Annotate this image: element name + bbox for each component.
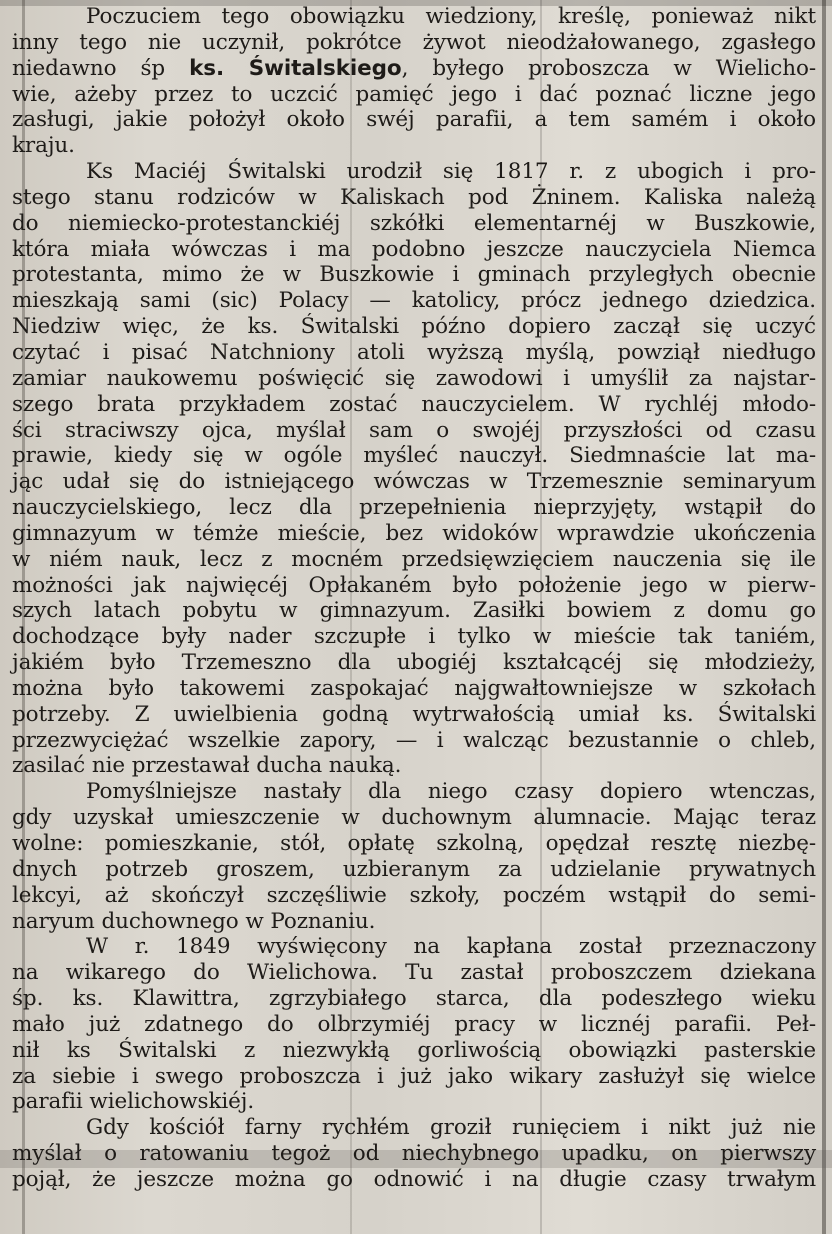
text-line: przezwyciężać wszelkie zapory, — i walcząc bezustannie o chleb,	[12, 727, 816, 753]
text-line: mało już zdatnego do olbrzymiéj pracy w licznéj parafii. Peł-	[12, 1011, 816, 1037]
text-line: pojął, że jeszcze można go odnowić i na długie czasy trwałym	[12, 1166, 816, 1192]
text-line: która miała wówczas i ma podobno jeszcze nauczyciela Niemca	[12, 236, 816, 262]
text-line: do niemiecko-protestanckiéj szkółki elementarnéj w Buszkowie,	[12, 210, 816, 236]
text-line: na wikarego do Wielichowa. Tu zastał proboszczem dziekana	[12, 960, 816, 986]
text-line: Ks Maciéj Świtalski urodził się 1817 r. z ubogich i pro-	[86, 159, 816, 185]
text-line: zamiar naukowemu poświęcić się zawodowi i umyślił za najstar-	[12, 365, 816, 391]
text-line: czytać i pisać Natchniony atoli wyższą myślą, powziął niedługo	[12, 339, 816, 365]
text-line: potrzeby. Z uwielbienia godną wytrwałością umiał ks. Świtalski	[12, 701, 816, 727]
text-line: lekcyi, aż skończył szczęśliwie szkoły, poczém wstąpił do semi-	[12, 882, 816, 908]
text-line: Niedziw więc, że ks. Świtalski późno dopiero zaczął się uczyć	[12, 314, 816, 340]
text-line: parafii wielichowskiéj.	[12, 1089, 255, 1115]
text-line: dnych potrzeb groszem, uzbieranym za udzielanie prywatnych	[12, 856, 816, 882]
text-line: wolne: pomieszkanie, stół, opłatę szkolną, opędzał resztę niezbę-	[12, 831, 816, 856]
text-line: ści straciwszy ojca, myślał sam o swojéj przyszłości od czasu	[12, 417, 816, 443]
text-line: mieszkają sami (sic) Polacy — katolicy, prócz jednego dziedzica.	[12, 288, 816, 314]
text-line: Gdy kościół farny rychłém groził runięciem i nikt już nie	[86, 1115, 816, 1141]
text-line: śp. ks. Klawittra, zgrzybiałego starca, dla podeszłego wieku	[12, 986, 816, 1012]
text-line: gimnazyum w témże mieście, bez widoków wprawdzie ukończenia	[12, 520, 816, 546]
text-line: możności jak najwięcéj Opłakaném było położenie jego w pierw-	[12, 572, 816, 598]
text-line: szego brata przykładem zostać nauczycielem. W rychléj młodo-	[12, 391, 816, 417]
text-line: w niém nauk, lecz z mocném przedsięwzięciem nauczenia się ile	[12, 546, 816, 572]
text-line: zasługi, jakie położył około swéj parafii, a tem samém i około	[12, 107, 816, 133]
article-text	[12, 4, 816, 1193]
text-line: dochodzące były nader szczupłe i tylko w mieście tak taniém,	[12, 624, 816, 650]
text-segment: niedawno śp	[12, 55, 190, 81]
text-line: gdy uzyskał umieszczenie w duchownym alumnacie. Mając teraz	[12, 805, 816, 831]
text-line	[12, 56, 816, 82]
text-line: można było takowemi zaspokajać najgwałtowniejsze w szkołach	[12, 675, 816, 701]
text-line: Pomyślniejsze nastały dla niego czasy dopiero wtenczas,	[86, 779, 816, 805]
text-line: stego stanu rodziców w Kaliskach pod Żninem. Kaliska należą	[12, 184, 816, 210]
bold-name: ks. Świtalskiego	[189, 55, 402, 81]
text-line: prawie, kiedy się w ogóle myśleć nauczył. Siedmnaście lat ma-	[12, 443, 816, 469]
text-line: nił ks Świtalski z niezwykłą gorliwością obowiązki pasterskie	[12, 1037, 816, 1063]
text-line: kraju.	[12, 133, 75, 159]
text-line: zasilać nie przestawał ducha nauką.	[12, 753, 402, 779]
text-line: inny tego nie uczynił, pokrótce żywot nieodżałowanego, zgasłego	[12, 29, 816, 55]
text-line: jąc udał się do istniejącego wówczas w Trzemesznie seminaryum	[12, 469, 816, 495]
text-line: W r. 1849 wyświęcony na kapłana został przeznaczony	[86, 934, 816, 960]
text-line: wie, ażeby przez to uczcić pamięć jego i dać poznać liczne jego	[12, 81, 816, 107]
text-line: jakiém było Trzemeszno dla ubogiéj kształcącéj się młodzieży,	[12, 650, 816, 676]
text-line: szych latach pobytu w gimnazyum. Zasiłki bowiem z domu go	[12, 598, 816, 624]
text-segment: , byłego proboszcza w Wielicho-	[401, 55, 816, 81]
text-line: myślał o ratowaniu tegoż od niechybnego upadku, on pierwszy	[12, 1141, 816, 1167]
text-line: naryum duchownego w Poznaniu.	[12, 908, 376, 934]
text-line: za siebie i swego proboszcza i już jako wikary zasłużył się wielce	[12, 1063, 816, 1089]
text-line: Poczuciem tego obowiązku wiedziony, kreślę, ponieważ nikt	[86, 4, 816, 29]
text-line: nauczycielskiego, lecz dla przepełnienia nieprzyjęty, wstąpił do	[12, 495, 816, 521]
page-edge-right	[822, 0, 826, 1234]
text-line: protestanta, mimo że w Buszkowie i gminach przyległych obecnie	[12, 262, 816, 288]
